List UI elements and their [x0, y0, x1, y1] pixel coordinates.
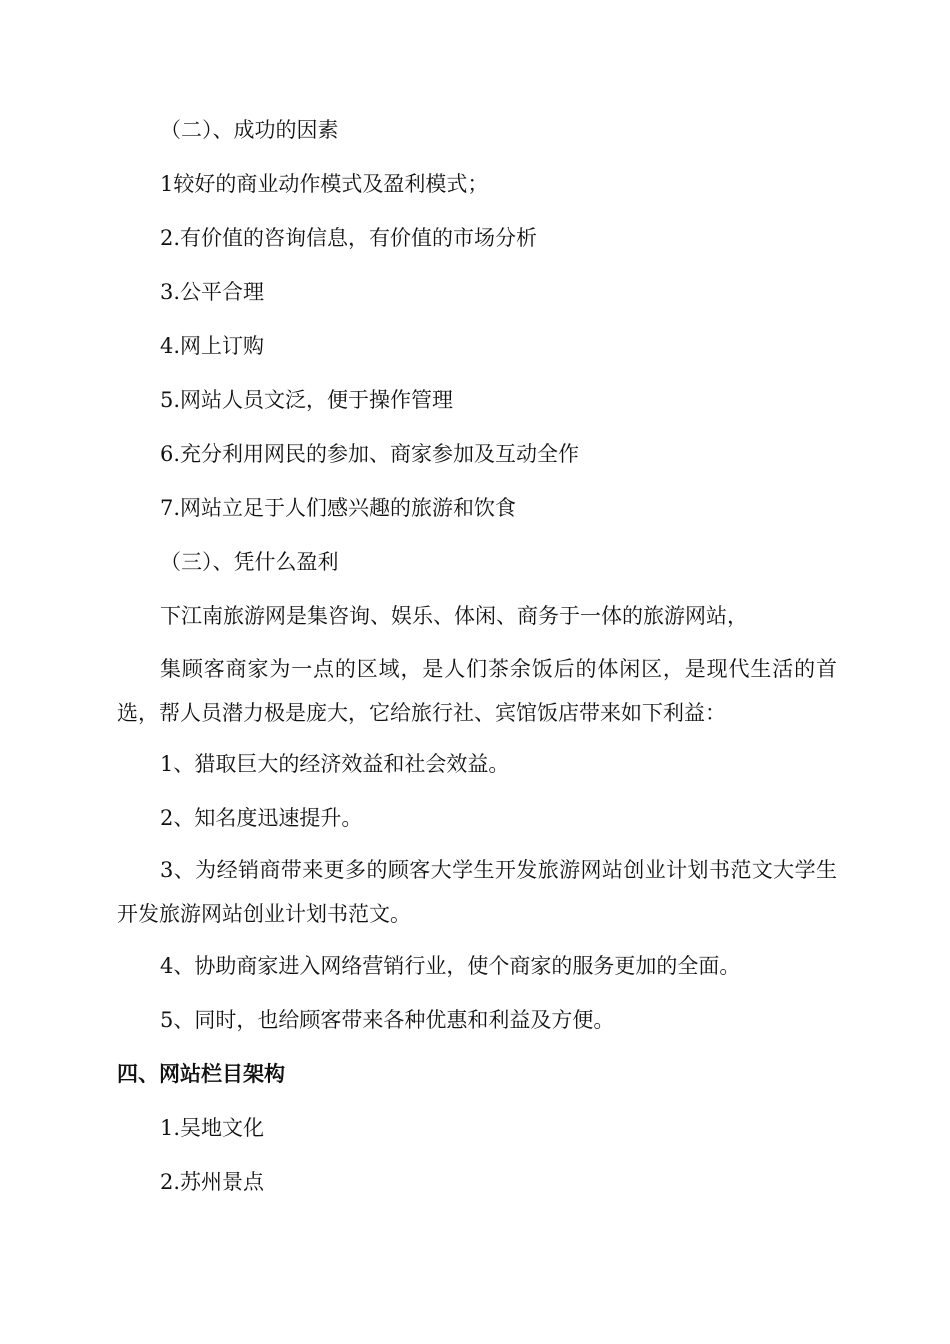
list-item-benefit-4: 4、协助商家进入网络营销行业，使个商家的服务更加的全面。	[160, 954, 741, 978]
intro-line: 下江南旅游网是集咨询、娱乐、体闲、商务于一体的旅游网站，	[160, 604, 748, 628]
list-item-factor-2: 2.有价值的咨询信息，有价值的市场分析	[160, 226, 538, 250]
list-item-factor-4: 4.网上订购	[160, 334, 265, 358]
list-item-factor-1: 1较好的商业动作模式及盈利模式；	[160, 172, 489, 196]
list-item-factor-6: 6.充分利用网民的参加、商家参加及互动全作	[160, 442, 580, 466]
list-item-factor-5: 5.网站人员文泛，便于操作管理	[160, 388, 454, 412]
section-heading-success-factors: （二）、成功的因素	[160, 118, 339, 142]
list-item-benefit-3: 3、为经销商带来更多的顾客大学生开发旅游网站创业计划书范文大学生开发旅游网站创业计划书范文。	[117, 858, 837, 926]
intro-paragraph: 集顾客商家为一点的区域，是人们茶余饭后的体闲区，是现代生活的首选，帮人员潜力极是庞大，它给旅行社、宾馆饭店带来如下利益：	[117, 657, 837, 725]
list-item-column-1: 1.吴地文化	[160, 1116, 265, 1140]
list-item-factor-7: 7.网站立足于人们感兴趣的旅游和饮食	[160, 496, 517, 520]
list-item-benefit-2: 2、知名度迅速提升。	[160, 806, 363, 830]
list-item-benefit-1: 1、猎取巨大的经济效益和社会效益。	[160, 752, 510, 776]
list-item-factor-3: 3.公平合理	[160, 280, 265, 304]
section-heading-site-columns: 四、网站栏目架构	[117, 1062, 285, 1086]
section-heading-profit: （三）、凭什么盈利	[160, 550, 339, 574]
list-item-benefit-5: 5、同时，也给顾客带来各种优惠和利益及方便。	[160, 1008, 615, 1032]
list-item-column-2: 2.苏州景点	[160, 1170, 265, 1194]
